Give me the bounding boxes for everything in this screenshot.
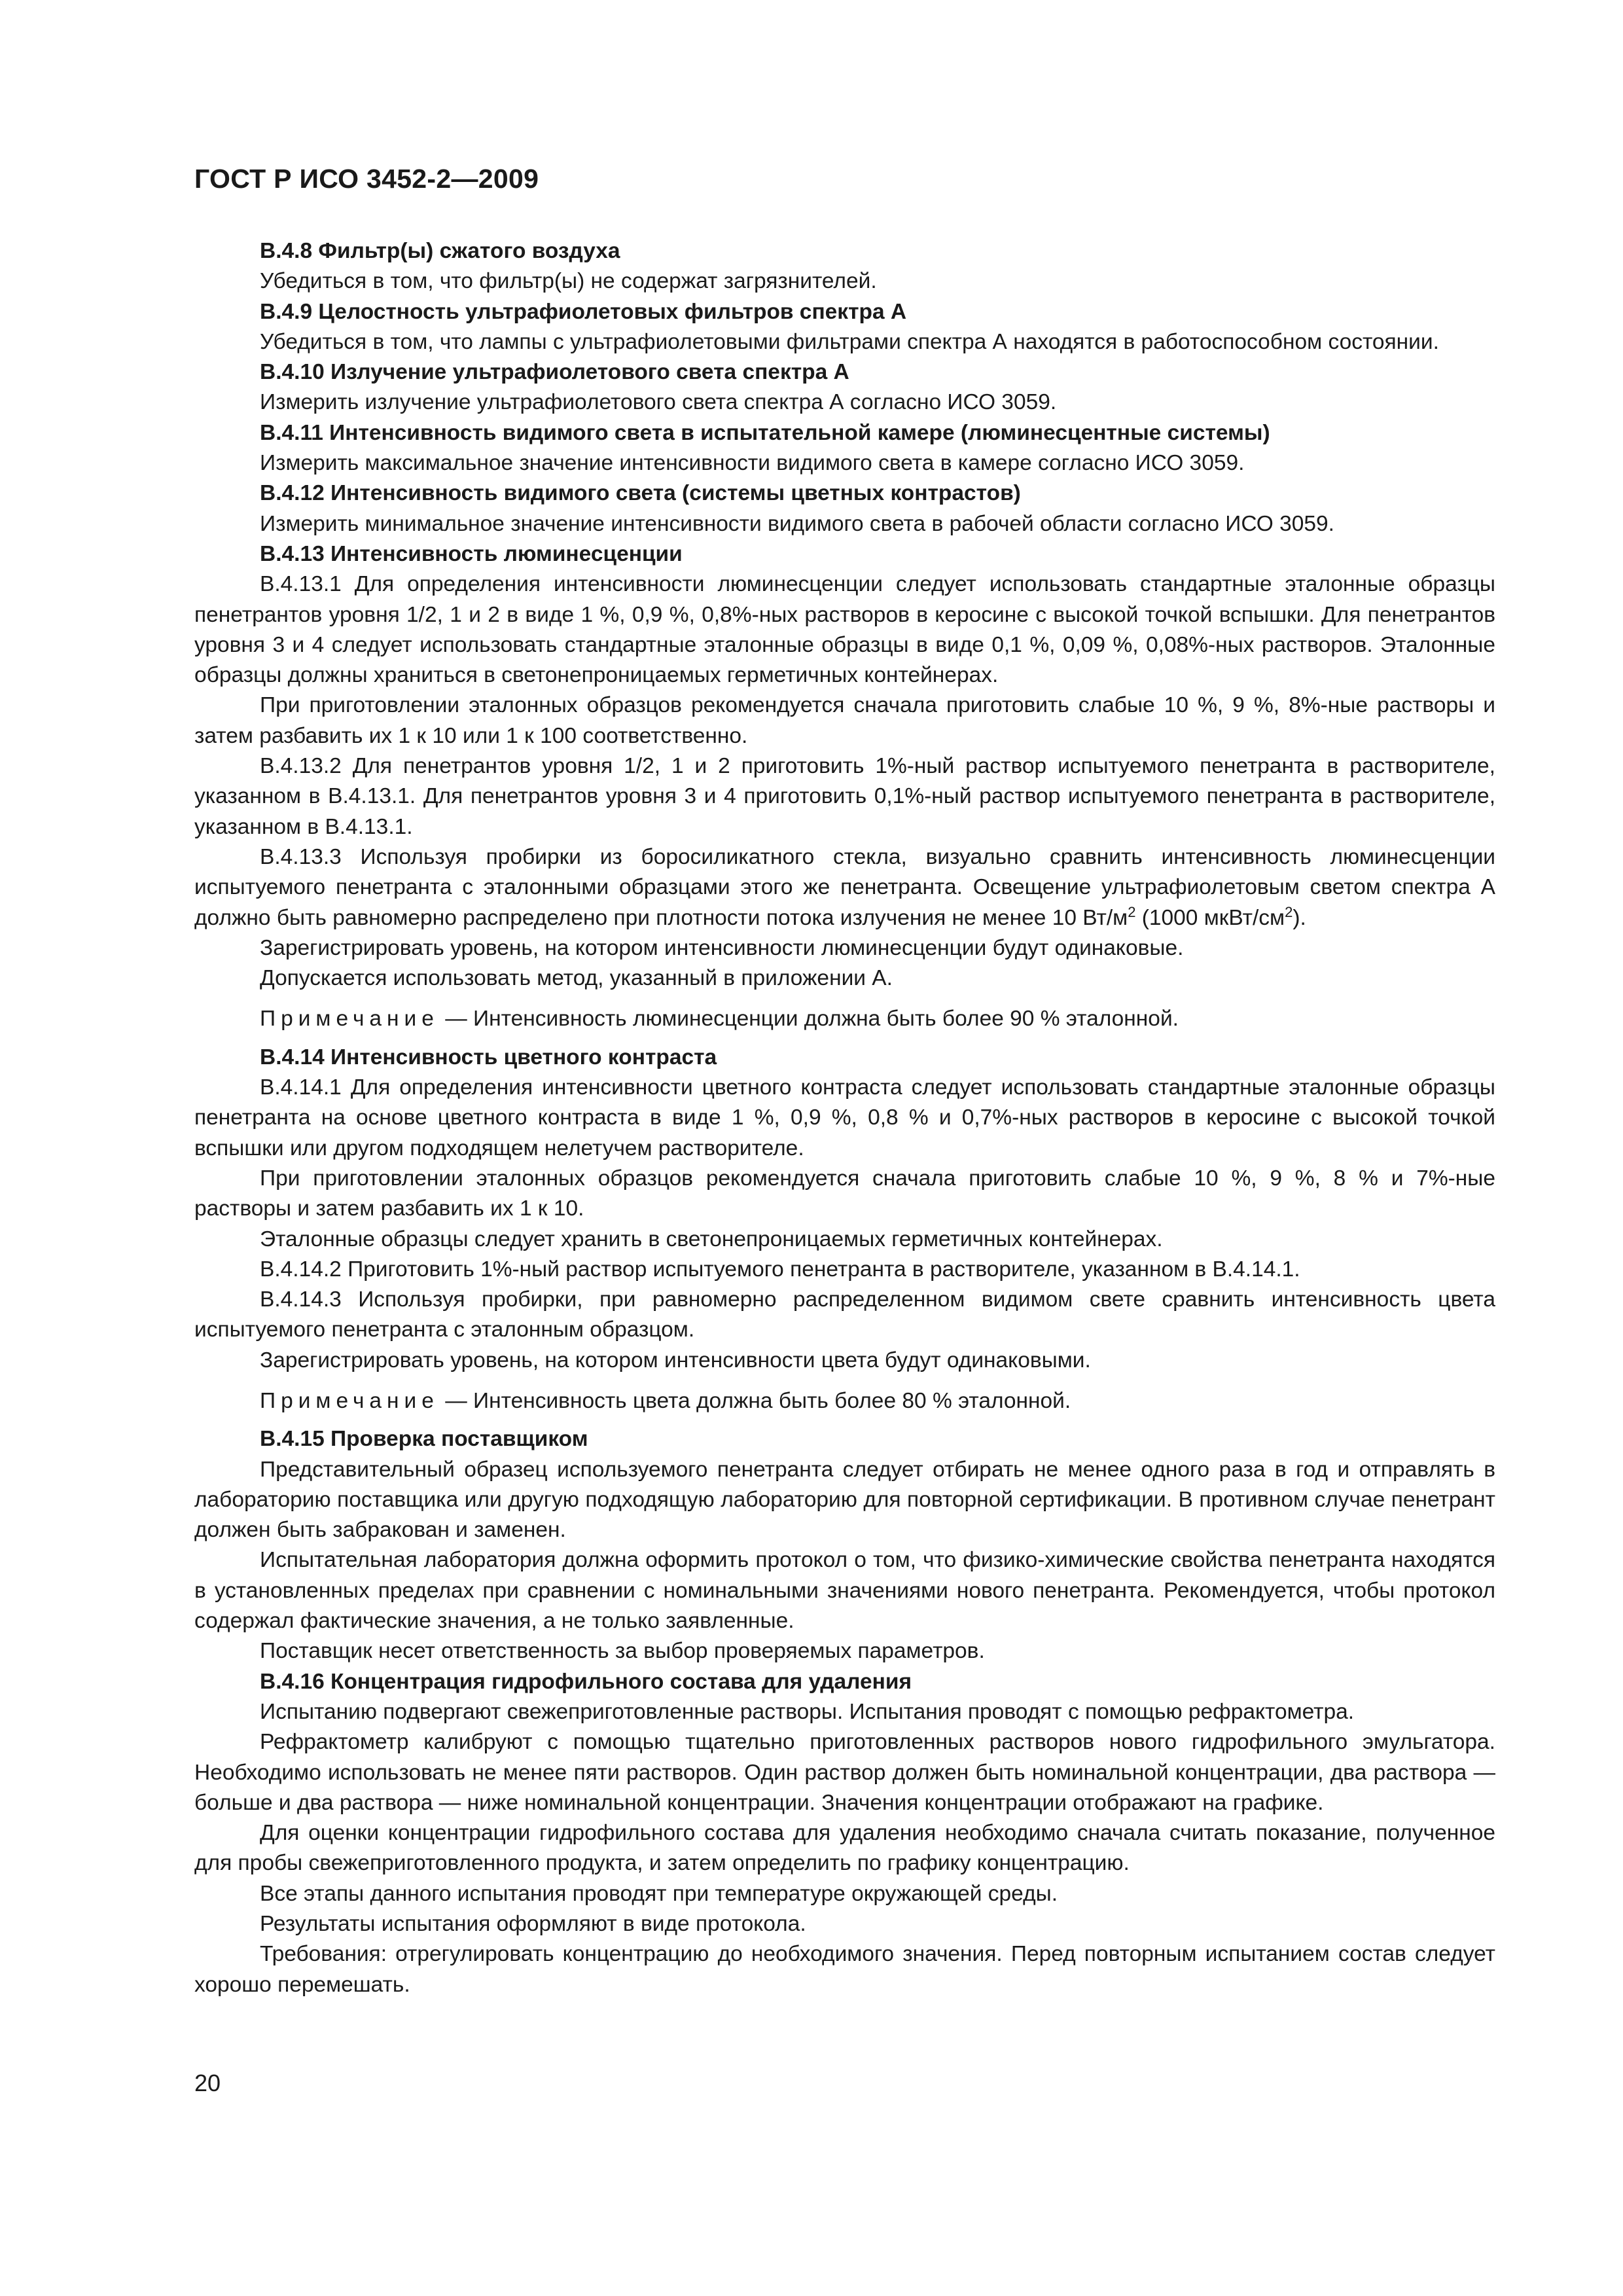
section-heading-b412: В.4.12 Интенсивность видимого света (системы цветных контрастов) [260,481,1021,506]
paragraph: Результаты испытания оформляют в виде протокола. [260,1912,806,1937]
note [194,1004,1495,1034]
document-body [194,236,1495,2000]
paragraph-text: (1000 мкВт/см [1135,905,1285,930]
paragraph-with-units [194,842,1495,933]
paragraph: Испытанию подвергают свежеприготовленные растворы. Испытания проводят с помощью рефрактометра. [260,1699,1355,1724]
paragraph-text: ). [1293,905,1306,930]
paragraph: Рефрактометр калибруют с помощью тщательно приготовленных растворов нового гидрофильного эмульгатора. Необходимо использовать не менее пяти растворов. Один раствор должен быть номинальной концентрации, два раствора — больше и два раствора — ниже номинальной концентрации. Значения концентрации отображают на графике. [194,1730,1495,1815]
section-heading-b413: В.4.13 Интенсивность люминесценции [260,541,683,566]
paragraph: Представительный образец используемого пенетранта следует отбирать не менее одного раза в год и отправлять в лабораторию поставщика или другую подходящую лабораторию для повторной сертификации. В противном случае пенетрант должен быть забракован и заменен. [194,1457,1495,1543]
paragraph: При приготовлении эталонных образцов рекомендуется сначала приготовить слабые 10 %, 9 %, 8%-ные растворы и затем разбавить их 1 к 10 или 1 к 100 соответственно. [194,693,1495,748]
page-number: 20 [194,2070,221,2096]
paragraph: Убедиться в том, что лампы с ультрафиолетовыми фильтрами спектра А находятся в работоспособном состоянии. [260,329,1439,354]
paragraph: Зарегистрировать уровень, на котором интенсивности люминесценции будут одинаковые. [260,935,1184,960]
paragraph: В.4.14.1 Для определения интенсивности цветного контраста следует использовать стандартные эталонные образцы пенетранта на основе цветного контраста в виде 1 %, 0,9 %, 0,8 % и 0,7%-ных растворов в керосине с высокой точкой вспышки или другом подходящем нелетучем растворителе. [194,1075,1495,1160]
section-heading-b416: В.4.16 Концентрация гидрофильного состава для удаления [260,1669,912,1694]
superscript: 2 [1128,903,1136,920]
section-heading-b410: В.4.10 Излучение ультрафиолетового света спектра А [260,360,849,385]
note-text: — Интенсивность цвета должна быть более 80 % эталонной. [438,1388,1071,1413]
section-heading-b415: В.4.15 Проверка поставщиком [260,1427,588,1452]
paragraph: Измерить излучение ультрафиолетового света спектра А согласно ИСО 3059. [260,390,1057,415]
note-label: Примечание [260,1388,439,1413]
section-heading-b414: В.4.14 Интенсивность цветного контраста [260,1045,717,1069]
paragraph: Измерить максимальное значение интенсивности видимого света в камере согласно ИСО 3059. [260,451,1245,476]
paragraph: В.4.13.1 Для определения интенсивности люминесценции следует использовать стандартные эталонные образцы пенетрантов уровня 1/2, 1 и 2 в виде 1 %, 0,9 %, 0,8%-ных растворов в керосине с высокой точкой вспышки. Для пенетрантов уровня 3 и 4 следует использовать стандартные эталонные образцы в виде 0,1 %, 0,09 %, 0,08%-ных растворов. Эталонные образцы должны храниться в светонепроницаемых герметичных контейнерах. [194,572,1495,688]
section-heading-b48: В.4.8 Фильтр(ы) сжатого воздуха [260,239,620,263]
paragraph: В.4.14.2 Приготовить 1%-ный раствор испытуемого пенетранта в растворителе, указанном в В.4.14.1. [260,1257,1300,1282]
paragraph: Требования: отрегулировать концентрацию до необходимого значения. Перед повторным испытанием состав следует хорошо перемешать. [194,1942,1495,1997]
paragraph: Убедиться в том, что фильтр(ы) не содержат загрязнителей. [260,269,877,294]
section-heading-b411: В.4.11 Интенсивность видимого света в испытательной камере (люминесцентные системы) [260,420,1270,445]
superscript: 2 [1285,903,1293,920]
paragraph: Эталонные образцы следует хранить в светонепроницаемых герметичных контейнерах. [260,1227,1163,1251]
note-text: — Интенсивность люминесценции должна быть более 90 % эталонной. [438,1007,1179,1031]
paragraph: Для оценки концентрации гидрофильного состава для удаления необходимо сначала считать показание, полученное для пробы свежеприготовленного продукта, и затем определить по графику концентрацию. [194,1821,1495,1876]
document-header: ГОСТ Р ИСО 3452-2—2009 [194,164,539,194]
section-heading-b49: В.4.9 Целостность ультрафиолетовых фильтров спектра А [260,299,907,324]
paragraph-text: В.4.13.3 Используя пробирки из боросиликатного стекла, визуально сравнить интенсивность люминесценции испытуемого пенетранта с эталонными образцами этого же пенетранта. Освещение ультрафиолетовым светом спектра А должно быть равномерно распределено при плотности потока излучения не менее 10 Вт/м [194,844,1495,930]
paragraph: В.4.14.3 Используя пробирки, при равномерно распределенном видимом свете сравнить интенсивность цвета испытуемого пенетранта с эталонным образцом. [194,1287,1495,1342]
paragraph: Испытательная лаборатория должна оформить протокол о том, что физико-химические свойства пенетранта находятся в установленных пределах при сравнении с номинальными значениями нового пенетранта. Рекомендуется, чтобы протокол содержал фактические значения, а не только заявленные. [194,1548,1495,1634]
note-label: Примечание [260,1007,439,1031]
paragraph: Все этапы данного испытания проводят при температуре окружающей среды. [260,1881,1058,1906]
paragraph: Допускается использовать метод, указанный в приложении А. [260,966,893,991]
paragraph: Зарегистрировать уровень, на котором интенсивности цвета будут одинаковыми. [260,1348,1091,1372]
note [194,1386,1495,1416]
paragraph: Измерить минимальное значение интенсивности видимого света в рабочей области согласно ИСО 3059. [260,511,1334,536]
paragraph: В.4.13.2 Для пенетрантов уровня 1/2, 1 и 2 приготовить 1%-ный раствор испытуемого пенетранта в растворителе, указанном в В.4.13.1. Для пенетрантов уровня 3 и 4 приготовить 0,1%-ный раствор испытуемого пенетранта в растворителе, указанном в В.4.13.1. [194,754,1495,839]
paragraph: Поставщик несет ответственность за выбор проверяемых параметров. [260,1639,985,1664]
paragraph: При приготовлении эталонных образцов рекомендуется сначала приготовить слабые 10 %, 9 %, 8 % и 7%-ные растворы и затем разбавить их 1 к 10. [194,1166,1495,1221]
